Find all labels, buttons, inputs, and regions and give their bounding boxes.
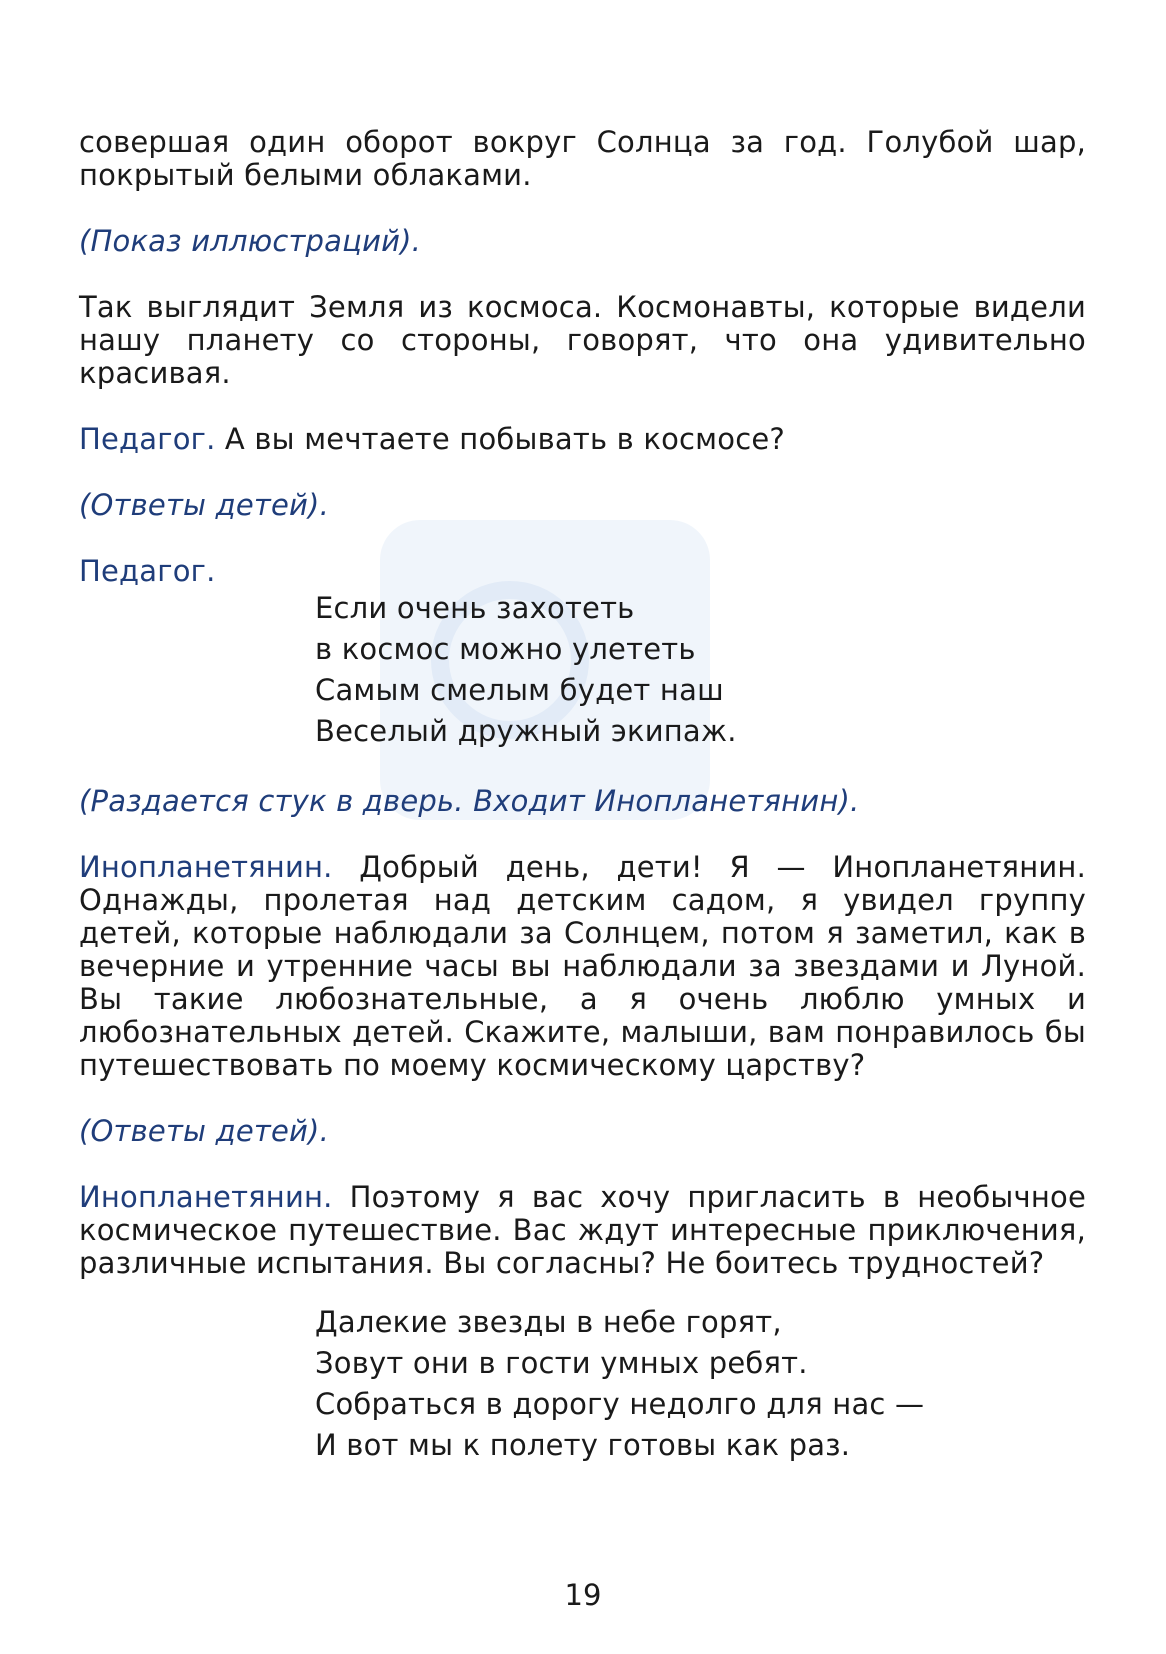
speaker-teacher: Педагог. (79, 422, 216, 456)
poem-line: Зовут они в гости умных ребят. (315, 1346, 808, 1380)
alien-line-2-text: Поэтому я вас хочу пригласить в необычное космическое путешествие. Вас ждут интересные приключения, различные испытания. Вы согласны? Не боитесь трудностей? (79, 1180, 1086, 1280)
teacher-line-1-text: А вы мечтаете побывать в космосе? (215, 422, 785, 456)
document-body (79, 126, 1086, 1466)
paragraph-earth-from-space: Так выглядит Земля из космоса. Космонавты, которые видели нашу планету со стороны, говорят, что она удивительно красивая. (79, 290, 1086, 390)
poem-line: в космос можно улететь (315, 632, 696, 666)
stage-direction-children-answers: (Ответы детей). (79, 1114, 329, 1148)
poem-line: Далекие звезды в небе горят, (315, 1305, 782, 1339)
alien-line-1-text: Добрый день, дети! Я — Инопланетянин. Однажды, пролетая над детским садом, я увидел группу детей, которые наблюдали за Солнцем, потом я заметил, как в вечерние и утренние часы вы наблюдали за звездами и Луной. Вы такие любознательные, а я очень люблю умных и любознательных детей. Скажите, малыши, вам понравилось бы путешествовать по моему космическому царству? (79, 850, 1086, 1082)
poem-line: Если очень захотеть (315, 591, 635, 625)
speaker-alien: Инопланетянин. (79, 850, 333, 884)
poem-line: Веселый дружный экипаж. (315, 714, 737, 748)
teacher-line-1 (79, 423, 1086, 456)
poem-2 (315, 1302, 1086, 1466)
speaker-teacher: Педагог. (79, 554, 216, 588)
poem-line: И вот мы к полету готовы как раз. (315, 1428, 851, 1462)
stage-direction-illustrations: (Показ иллюстраций). (79, 224, 422, 258)
alien-line-2 (79, 1181, 1086, 1280)
alien-line-1 (79, 851, 1086, 1082)
poem-1 (315, 588, 1086, 752)
stage-direction-children-answers: (Ответы детей). (79, 488, 329, 522)
paragraph-earth-orbit: совершая один оборот вокруг Солнца за год. Голубой шар, покрытый белыми облаками. (79, 125, 1086, 192)
speaker-alien: Инопланетянин. (79, 1180, 333, 1214)
stage-direction-knock: (Раздается стук в дверь. Входит Инопланетянин). (79, 784, 860, 818)
poem-line: Собраться в дорогу недолго для нас — (315, 1387, 925, 1421)
teacher-line-2 (79, 555, 1086, 588)
poem-line: Самым смелым будет наш (315, 673, 724, 707)
page-number: 19 (564, 1578, 602, 1612)
